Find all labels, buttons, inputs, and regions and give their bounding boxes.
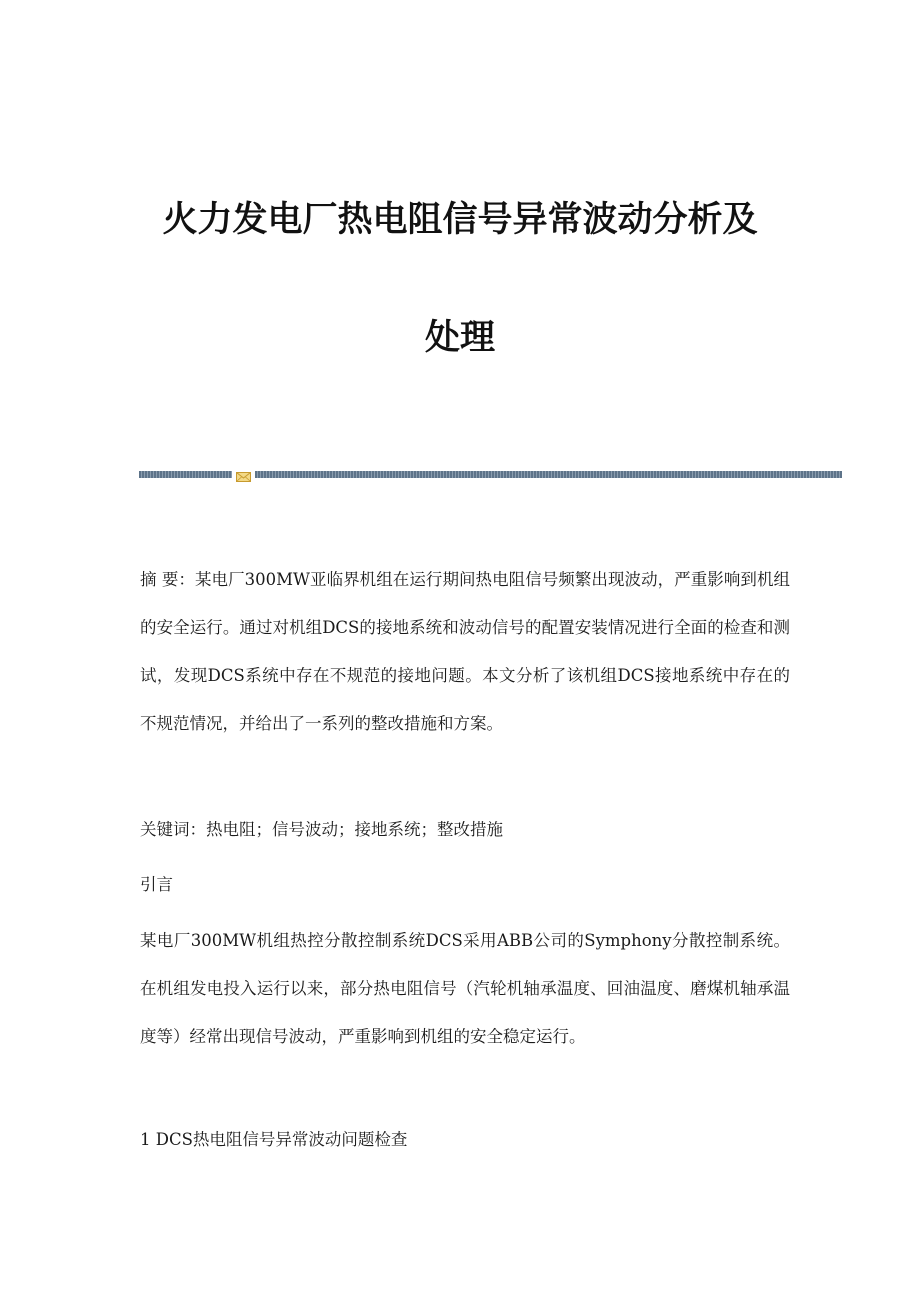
intro-heading: 引言	[140, 875, 173, 894]
envelope-icon	[236, 468, 251, 480]
keywords-section	[140, 806, 790, 854]
abstract-section	[140, 556, 790, 748]
document-title-line-2: 处理	[424, 318, 495, 358]
keywords-line: 关键词：热电阻；信号波动；接地系统；整改措施	[140, 820, 503, 839]
intro-heading-section	[140, 861, 790, 909]
divider-bar-right	[255, 471, 842, 478]
section-1-heading: 1 DCS热电阻信号异常波动问题检查	[140, 1130, 408, 1149]
abstract-paragraph: 摘 要：某电厂300MW亚临界机组在运行期间热电阻信号频繁出现波动，严重影响到机组的安全运行。通过对机组DCS的接地系统和波动信号的配置安装情况进行全面的检查和测试，发现DCS系统中存在不规范的接地问题。本文分析了该机组DCS接地系统中存在的不规范情况，并给出了一系列的整改措施和方案。	[140, 570, 790, 733]
title-divider	[139, 468, 842, 480]
intro-paragraph: 某电厂300MW机组热控分散控制系统DCS采用ABB公司的Symphony分散控制系统。在机组发电投入运行以来，部分热电阻信号（汽轮机轴承温度、回油温度、磨煤机轴承温度等）经常出现信号波动，严重影响到机组的安全稳定运行。	[140, 931, 790, 1046]
intro-section	[140, 917, 790, 1061]
divider-bar-left	[139, 471, 232, 478]
document-title-line-1: 火力发电厂热电阻信号异常波动分析及	[162, 200, 758, 240]
section-1	[140, 1116, 790, 1164]
